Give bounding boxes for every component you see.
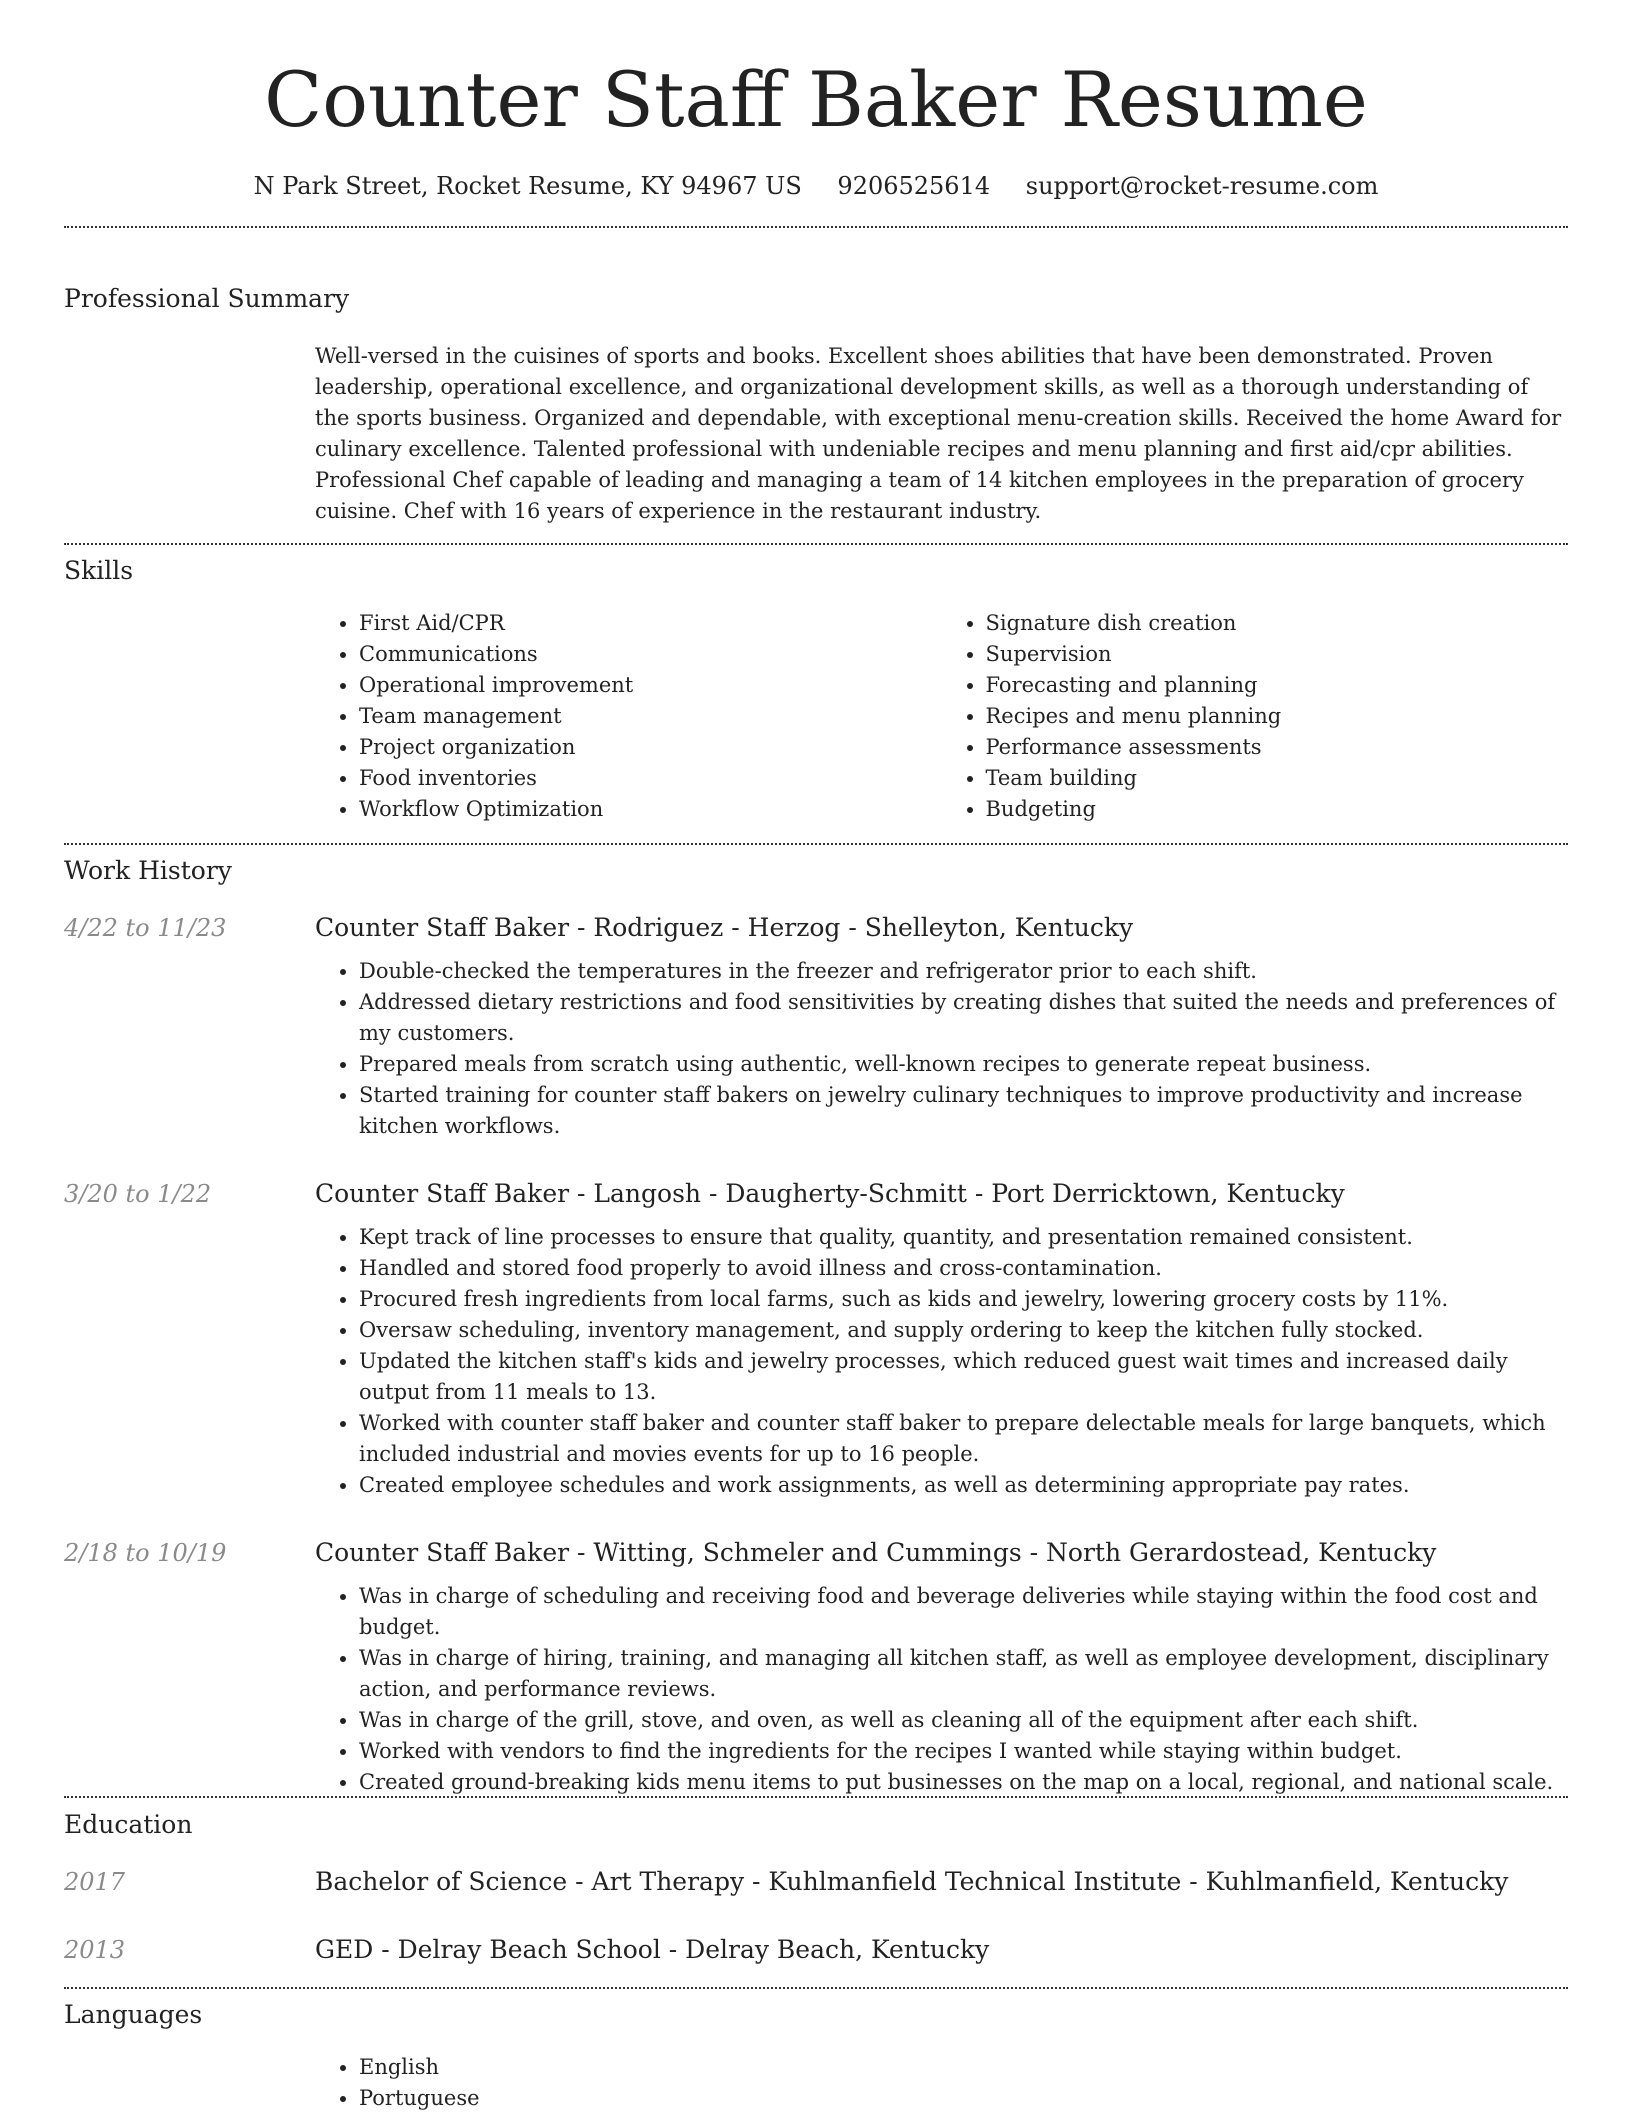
work-date: 3/20 to 1/22 bbox=[64, 1180, 212, 1208]
skills-column-left bbox=[315, 608, 942, 825]
language-item: • English bbox=[359, 2052, 1568, 2083]
skill-item: • Project organization bbox=[359, 732, 942, 763]
skill-item: • Food inventories bbox=[359, 763, 942, 794]
work-bullet: • Handled and stored food properly to avoid illness and cross-contamination. bbox=[359, 1253, 1568, 1284]
skill-item: • Budgeting bbox=[986, 794, 1569, 825]
education-date: 2013 bbox=[64, 1936, 126, 1964]
contact-line bbox=[64, 168, 1568, 204]
skill-item: • Performance assessments bbox=[986, 732, 1569, 763]
divider bbox=[64, 543, 1568, 545]
education-title: Bachelor of Science - Art Therapy - Kuhlmanfield Technical Institute - Kuhlmanfield, Kentucky bbox=[315, 1867, 1509, 1896]
skill-item: • Team management bbox=[359, 701, 942, 732]
work-bullet: • Oversaw scheduling, inventory management, and supply ordering to keep the kitchen fully stocked. bbox=[359, 1315, 1568, 1346]
skill-item: • Forecasting and planning bbox=[986, 670, 1569, 701]
skills-list bbox=[315, 608, 1568, 825]
resume-title: Counter Staff Baker Resume bbox=[264, 55, 1368, 144]
education-date: 2017 bbox=[64, 1868, 126, 1896]
languages-block bbox=[64, 1998, 1568, 2114]
section-title-languages: Languages bbox=[64, 2000, 203, 2029]
work-bullet: • Prepared meals from scratch using authentic, well-known recipes to generate repeat business. bbox=[359, 1049, 1568, 1080]
languages-list bbox=[315, 2052, 1568, 2114]
section-title-skills: Skills bbox=[64, 556, 134, 585]
work-bullet: • Procured fresh ingredients from local farms, such as kids and jewelry, lowering grocery costs by 11%. bbox=[359, 1284, 1568, 1315]
skill-item: • Signature dish creation bbox=[986, 608, 1569, 639]
skill-item: • Recipes and menu planning bbox=[986, 701, 1569, 732]
section-title-summary: Professional Summary bbox=[64, 284, 350, 313]
contact-email: support@rocket-resume.com bbox=[1025, 172, 1379, 200]
work-bullets bbox=[315, 1222, 1568, 1501]
education-entry bbox=[64, 1932, 1568, 1968]
education-title: GED - Delray Beach School - Delray Beach, Kentucky bbox=[315, 1935, 990, 1964]
work-bullet: • Kept track of line processes to ensure that quality, quantity, and presentation remained consistent. bbox=[359, 1222, 1568, 1253]
work-bullet: • Worked with counter staff baker and counter staff baker to prepare delectable meals for large banquets, which included industrial and movies events for up to 16 people. bbox=[359, 1408, 1568, 1470]
work-entry bbox=[64, 910, 1568, 1142]
skill-item: • Operational improvement bbox=[359, 670, 942, 701]
work-bullet: • Created employee schedules and work assignments, as well as determining appropriate pay rates. bbox=[359, 1470, 1568, 1501]
section-title-work-history: Work History bbox=[64, 856, 232, 885]
work-bullet: • Addressed dietary restrictions and food sensitivities by creating dishes that suited the needs and preferences of my customers. bbox=[359, 987, 1568, 1049]
work-date: 2/18 to 10/19 bbox=[64, 1539, 227, 1567]
work-bullet: • Was in charge of scheduling and receiving food and beverage deliveries while staying within the food cost and budget. bbox=[359, 1581, 1568, 1643]
summary-paragraph: Well-versed in the cuisines of sports and books. Excellent shoes abilities that have been demonstrated. Proven leadership, operational excellence, and organizational development skills, as well as a thorough understanding of the sports business. Organized and dependable, with exceptional menu-creation skills. Received the home Award for culinary excellence. Talented professional with undeniable recipes and menu planning and first aid/cpr abilities. Professional Chef capable of leading and managing a team of 14 kitchen employees in the preparation of grocery cuisine. Chef with 16 years of experience in the restaurant industry. bbox=[315, 344, 1562, 523]
work-entry bbox=[64, 1176, 1568, 1501]
work-bullet: • Updated the kitchen staff's kids and jewelry processes, which reduced guest wait times and increased daily output from 11 meals to 13. bbox=[359, 1346, 1568, 1408]
work-title: Counter Staff Baker - Langosh - Daugherty-Schmitt - Port Derricktown, Kentucky bbox=[315, 1179, 1345, 1208]
divider bbox=[64, 1987, 1568, 1989]
skill-item: • Supervision bbox=[986, 639, 1569, 670]
language-item: • Portuguese bbox=[359, 2083, 1568, 2114]
work-entry bbox=[64, 1535, 1568, 1798]
work-bullets bbox=[315, 956, 1568, 1142]
contact-phone: 9206525614 bbox=[837, 172, 991, 200]
summary-text bbox=[315, 341, 1568, 527]
work-bullet: • Was in charge of hiring, training, and managing all kitchen staff, as well as employee development, disciplinary action, and performance reviews. bbox=[359, 1643, 1568, 1705]
work-bullet: • Was in charge of the grill, stove, and oven, as well as cleaning all of the equipment after each shift. bbox=[359, 1705, 1568, 1736]
divider bbox=[64, 1796, 1568, 1798]
section-title-education: Education bbox=[64, 1810, 193, 1839]
work-title: Counter Staff Baker - Rodriguez - Herzog - Shelleyton, Kentucky bbox=[315, 913, 1134, 942]
work-history-block bbox=[64, 854, 1568, 1798]
skill-item: • Workflow Optimization bbox=[359, 794, 942, 825]
work-bullets bbox=[315, 1581, 1568, 1798]
skill-item: • Team building bbox=[986, 763, 1569, 794]
work-title: Counter Staff Baker - Witting, Schmeler and Cummings - North Gerardostead, Kentucky bbox=[315, 1538, 1437, 1567]
skill-item: • First Aid/CPR bbox=[359, 608, 942, 639]
summary-block bbox=[64, 282, 1568, 527]
work-bullet: • Worked with vendors to find the ingredients for the recipes I wanted while staying within budget. bbox=[359, 1736, 1568, 1767]
contact-address: N Park Street, Rocket Resume, KY 94967 US bbox=[253, 172, 802, 200]
skills-column-right bbox=[942, 608, 1569, 825]
education-entry bbox=[64, 1864, 1568, 1900]
work-bullet: • Double-checked the temperatures in the freezer and refrigerator prior to each shift. bbox=[359, 956, 1568, 987]
work-bullet: • Started training for counter staff bakers on jewelry culinary techniques to improve productivity and increase kitchen workflows. bbox=[359, 1080, 1568, 1142]
divider bbox=[64, 843, 1568, 845]
work-date: 4/22 to 11/23 bbox=[64, 914, 227, 942]
skill-item: • Communications bbox=[359, 639, 942, 670]
work-bullet: • Created ground-breaking kids menu items to put businesses on the map on a local, regional, and national scale. bbox=[359, 1767, 1568, 1798]
education-block bbox=[64, 1808, 1568, 1968]
resume-header bbox=[64, 0, 1568, 204]
skills-block bbox=[64, 554, 1568, 825]
